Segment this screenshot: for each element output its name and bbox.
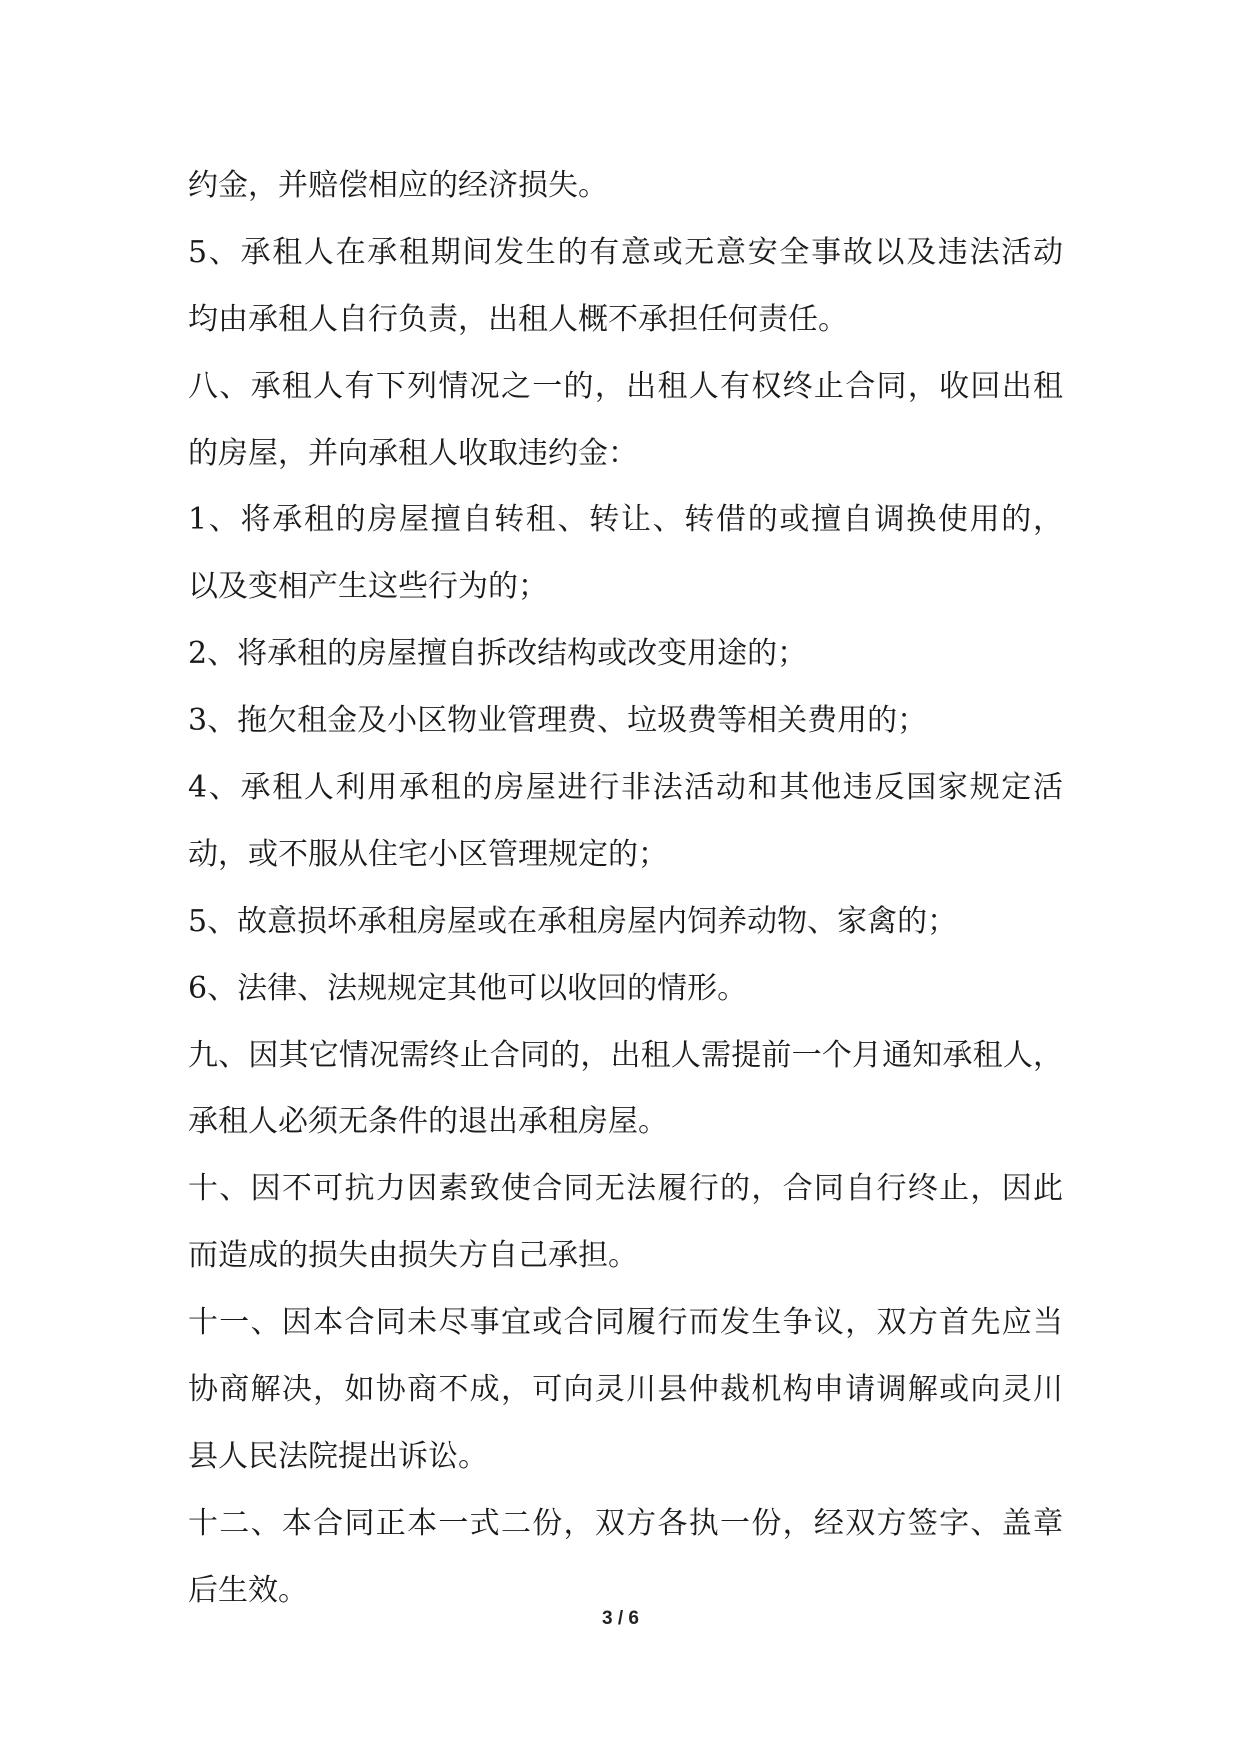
text-line: 5、承租人在承租期间发生的有意或无意安全事故以及违法活动	[188, 234, 1063, 270]
text-line: 的房屋，并向承租人收取违约金：	[188, 435, 638, 471]
text-line: 后生效。	[188, 1572, 308, 1608]
text-line: 6、法律、法规规定其他可以收回的情形。	[188, 970, 748, 1006]
text-line: 5、故意损坏承租房屋或在承租房屋内饲养动物、家禽的；	[188, 903, 958, 939]
text-line: 2、将承租的房屋擅自拆改结构或改变用途的；	[188, 636, 808, 672]
text-line: 1、将承租的房屋擅自转租、转让、转借的或擅自调换使用的，	[188, 502, 1063, 538]
text-line: 八、承租人有下列情况之一的，出租人有权终止合同，收回出租	[188, 368, 1063, 404]
text-line: 县人民法院提出诉讼。	[188, 1438, 488, 1474]
page-number: 3 / 6	[602, 1608, 639, 1629]
text-line: 以及变相产生这些行为的；	[188, 569, 548, 605]
text-line: 而造成的损失由损失方自己承担。	[188, 1238, 638, 1274]
text-line: 十二、本合同正本一式二份，双方各执一份，经双方签字、盖章	[188, 1505, 1063, 1541]
text-line: 动，或不服从住宅小区管理规定的；	[188, 836, 668, 872]
text-line: 十、因不可抗力因素致使合同无法履行的，合同自行终止，因此	[188, 1171, 1063, 1207]
text-line: 协商解决，如协商不成，可向灵川县仲裁机构申请调解或向灵川	[188, 1372, 1063, 1408]
text-line: 十一、因本合同未尽事宜或合同履行而发生争议，双方首先应当	[188, 1305, 1063, 1341]
text-line: 约金，并赔偿相应的经济损失。	[188, 168, 608, 203]
text-line: 4、承租人利用承租的房屋进行非法活动和其他违反国家规定活	[188, 770, 1063, 806]
text-line: 均由承租人自行负责，出租人概不承担任何责任。	[188, 301, 848, 337]
text-line: 九、因其它情况需终止合同的，出租人需提前一个月通知承租人，	[188, 1037, 1063, 1073]
text-line: 承租人必须无条件的退出承租房屋。	[188, 1104, 668, 1140]
text-line: 3、拖欠租金及小区物业管理费、垃圾费等相关费用的；	[188, 703, 928, 739]
document-body	[188, 153, 1063, 1625]
